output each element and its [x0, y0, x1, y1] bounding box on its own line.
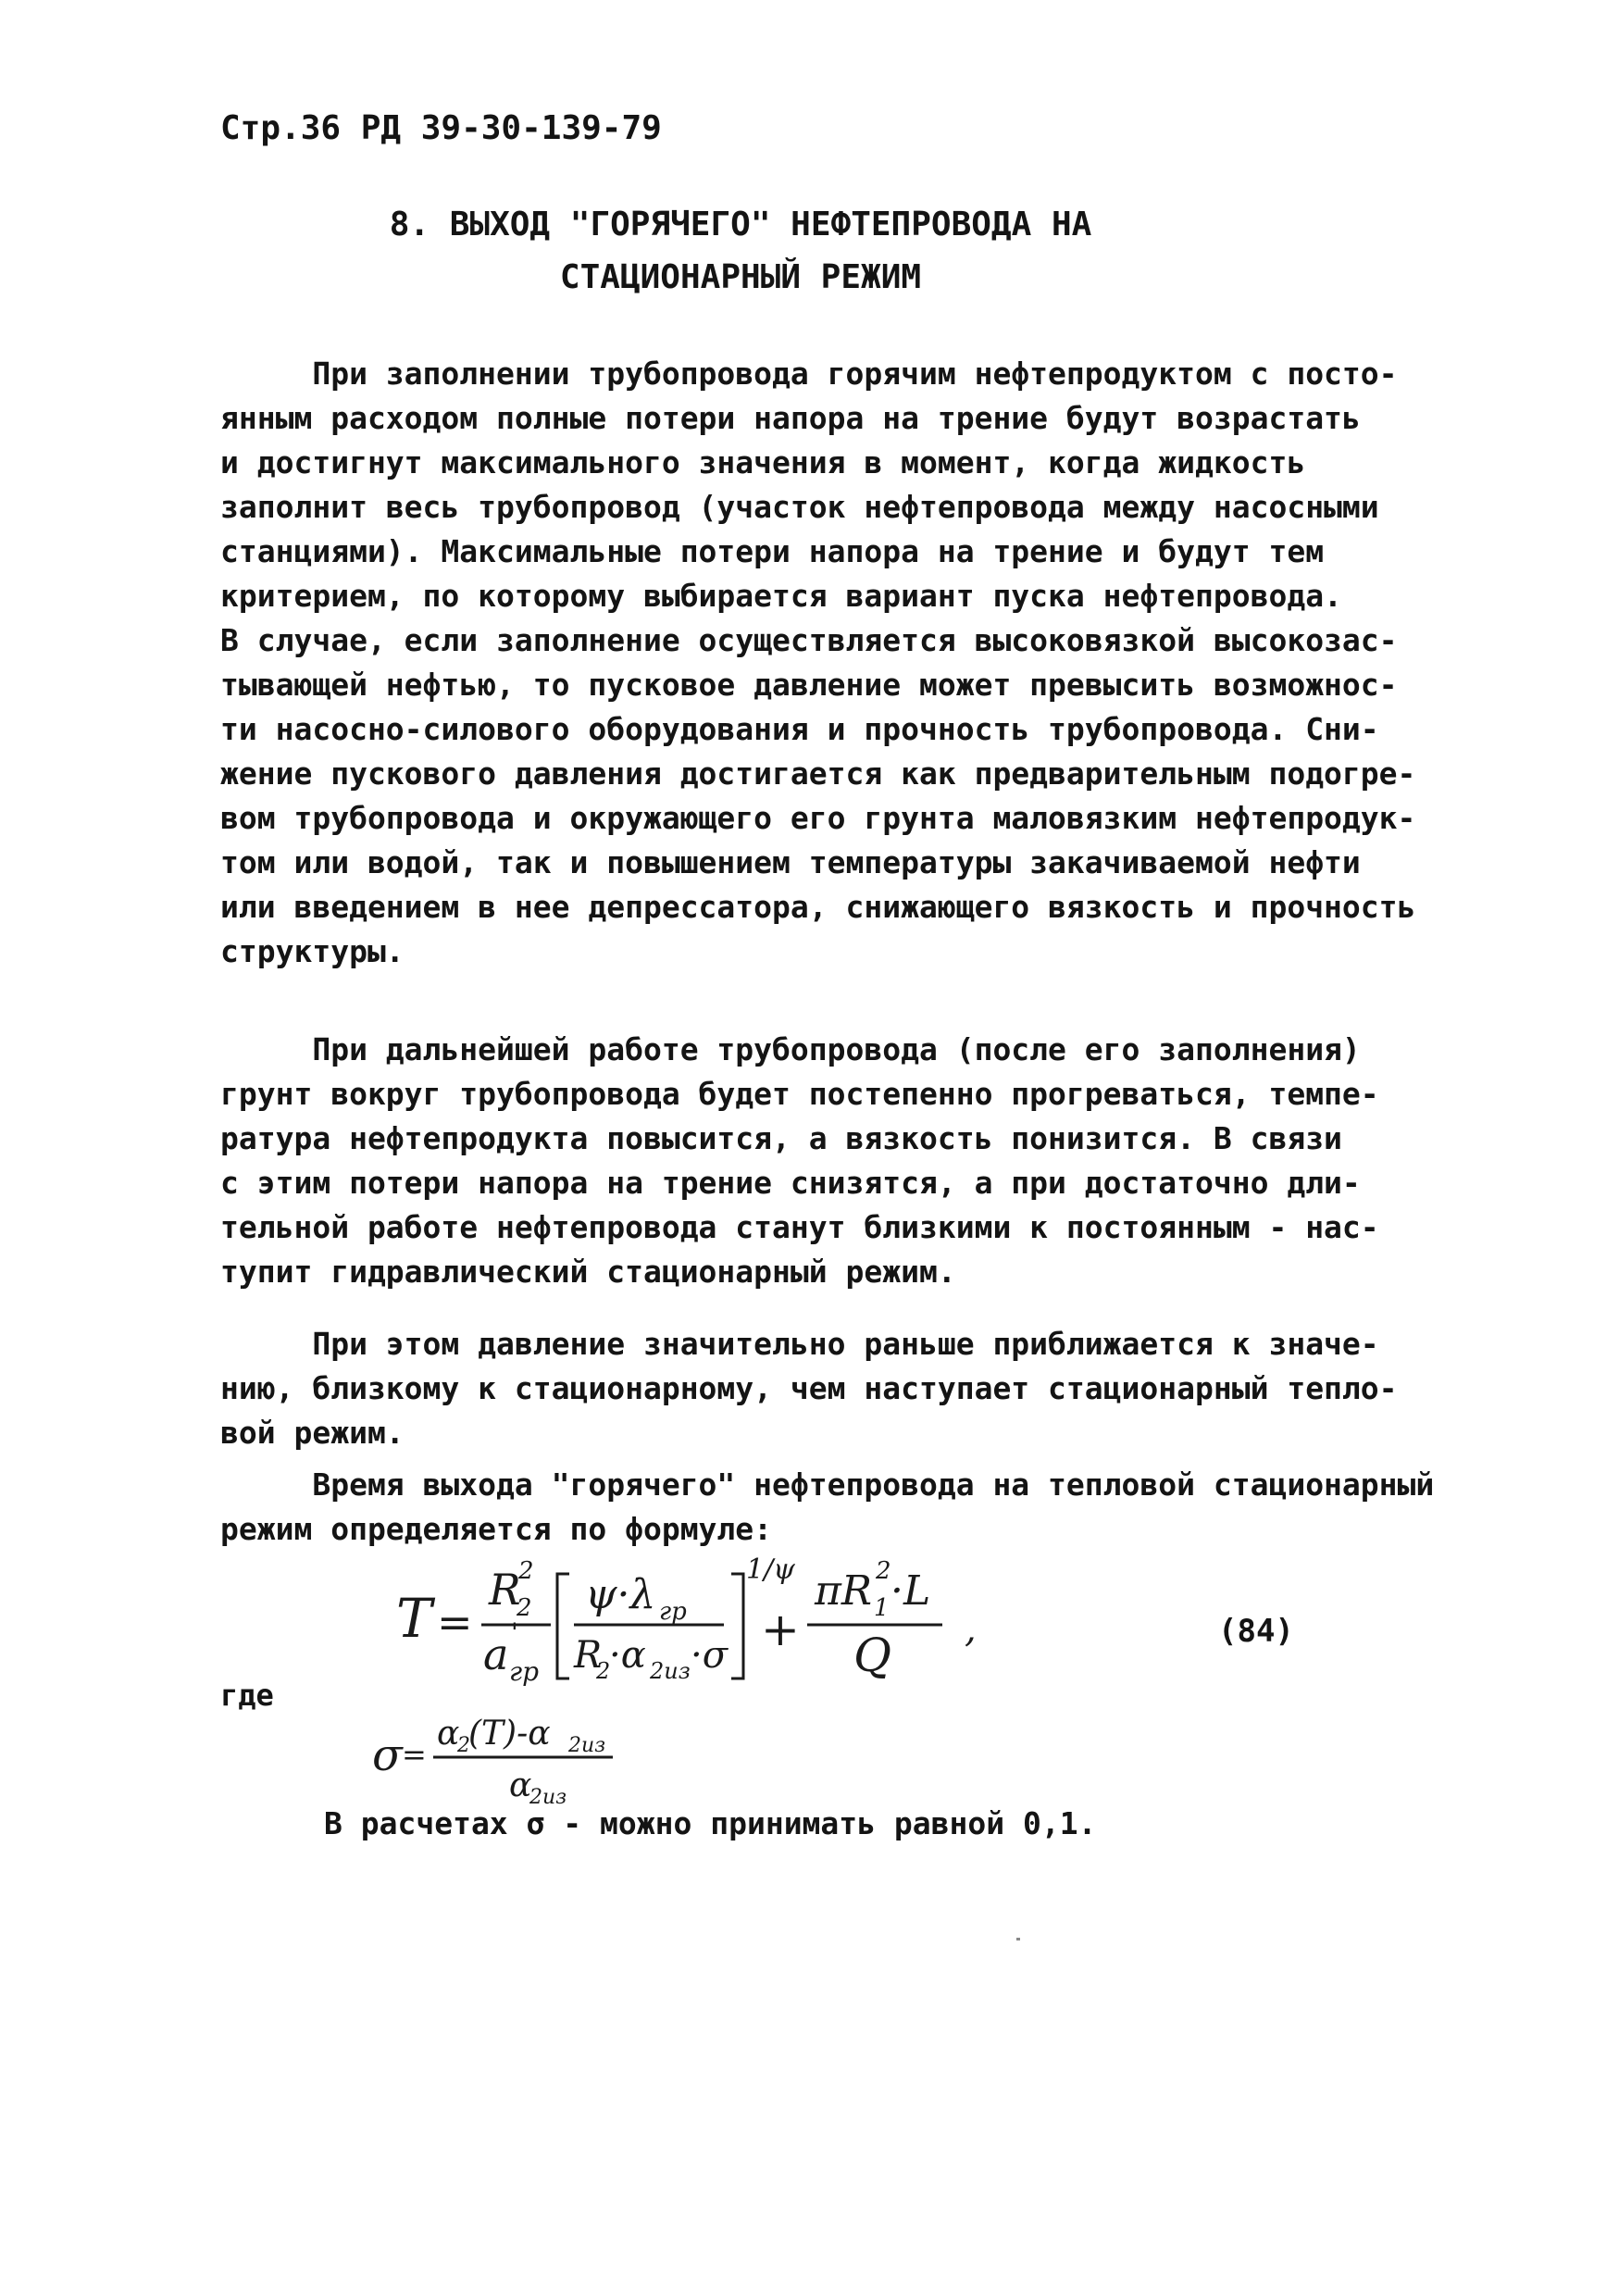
paragraph-2	[220, 1028, 1461, 1294]
text-line: вом трубопровода и окружающего его грунта маловязким нефтепродук-	[220, 800, 1416, 836]
text-line: с этим потери напора на трение снизятся, а при достаточно дли-	[220, 1165, 1361, 1201]
formula-comma: ,	[965, 1608, 977, 1651]
frac2-num-l: ·L	[890, 1567, 931, 1615]
text-line: тельной работе нефтепровода станут близкими к постоянным - нас-	[220, 1209, 1379, 1245]
frac1-den-sup: '	[511, 1617, 518, 1648]
sigma-den-sub: 2из	[529, 1786, 567, 1809]
frac2-num-sub: 1	[874, 1594, 890, 1622]
title-line-2: СТАЦИОНАРНЫЙ РЕЖИМ	[559, 258, 922, 296]
paragraph-1	[220, 352, 1461, 974]
text-line: грунт вокруг трубопровода будет постепенно прогреваться, темпе-	[220, 1076, 1379, 1112]
bracket-den-r-sub: 2	[596, 1658, 611, 1684]
text-line: При дальнейшей работе трубопровода (после его заполнения)	[220, 1031, 1361, 1067]
bracket-den-sigma: ·σ	[691, 1634, 729, 1677]
text-line: При заполнении трубопровода горячим нефтепродуктом с посто-	[220, 356, 1398, 392]
text-line: ти насосно-силового оборудования и прочность трубопровода. Сни-	[220, 711, 1379, 747]
text-line: тывающей нефтью, то пусковое давление может превысить возможнос-	[220, 667, 1398, 703]
sigma-num-mid: (T)-α	[468, 1715, 551, 1753]
text-line: или введением в нее депрессатора, снижающего вязкость и прочность	[220, 889, 1416, 925]
sigma-eq: =	[402, 1737, 427, 1772]
text-line: критерием, по которому выбирается вариант пуска нефтепровода.	[220, 578, 1342, 614]
frac2-num-sup: 2	[876, 1557, 891, 1585]
formula-lhs: T	[396, 1587, 432, 1650]
text-line: янным расходом полные потери напора на трение будут возрастать	[220, 400, 1361, 436]
sigma-num-sub2: 2из	[568, 1734, 606, 1757]
frac1-num-sub: 2	[517, 1594, 532, 1622]
formula-plus: +	[761, 1603, 800, 1656]
text-line: вой режим.	[220, 1415, 405, 1451]
where-label: где	[220, 1678, 274, 1713]
page-header: Стр.36 РД 39-30-139-79	[220, 109, 662, 147]
text-line: В случае, если заполнение осуществляется высоковязкой высокозас-	[220, 622, 1398, 658]
frac2-numerator: πR	[815, 1567, 873, 1615]
frac1-num-sup: 2	[518, 1557, 534, 1585]
frac1-denominator: a	[483, 1629, 509, 1679]
sigma-den-alpha: α	[509, 1766, 532, 1804]
text-line: и достигнут максимального значения в момент, когда жидкость	[220, 444, 1306, 480]
text-line: При этом давление значительно раньше приближается к значе-	[220, 1326, 1379, 1362]
text-line: ратура нефтепродукта повысится, а вязкость понизится. В связи	[220, 1120, 1342, 1156]
text-line: режим определяется по формуле:	[220, 1511, 773, 1547]
section-title	[0, 198, 1481, 304]
text-line: Время выхода "горячего" нефтепровода на тепловой стационарный	[220, 1466, 1435, 1503]
paragraph-3	[220, 1322, 1461, 1455]
bracket-power: 1/ψ	[746, 1554, 795, 1586]
paragraph-4	[220, 1463, 1461, 1552]
text-line: станциями). Максимальные потери напора на трение и будут тем	[220, 533, 1325, 569]
text-line: том или водой, так и повышением температуры закачиваемой нефти	[220, 844, 1361, 880]
text-line: структуры.	[220, 933, 405, 969]
text-line: нию, близкому к стационарному, чем наступает стационарный тепло-	[220, 1370, 1398, 1406]
bracket-den-alpha: ·α	[609, 1634, 646, 1677]
sigma-lhs: σ	[372, 1729, 403, 1781]
right-bracket	[731, 1574, 743, 1678]
sigma-num-alpha: α	[437, 1715, 460, 1753]
bracket-numerator: ψ·λ	[585, 1571, 656, 1618]
frac1-den-sub: гр	[509, 1656, 540, 1687]
formula-number: (84)	[1218, 1613, 1294, 1650]
bracket-den-r: R	[574, 1634, 603, 1677]
text-line: заполнит весь трубопровод (участок нефтепровода между насосными	[220, 489, 1379, 525]
scan-speck	[1016, 1938, 1020, 1940]
final-note: В расчетах σ - можно принимать равной 0,1.	[324, 1805, 1097, 1841]
bracket-num-sub: гр	[659, 1598, 687, 1626]
text-line: тупит гидравлический стационарный режим.	[220, 1254, 956, 1290]
left-bracket	[557, 1574, 569, 1678]
frac1-numerator: R	[489, 1565, 521, 1615]
text-line: жение пускового давления достигается как предварительным подогре-	[220, 755, 1416, 792]
frac2-denominator: Q	[853, 1628, 891, 1682]
formula-eq: =	[437, 1597, 473, 1647]
title-line-1: 8. ВЫХОД "ГОРЯЧЕГО" НЕФТЕПРОВОДА НА	[389, 206, 1092, 243]
bracket-den-alpha-sub: 2из	[650, 1658, 691, 1684]
sigma-num-sub: 2	[457, 1734, 470, 1757]
